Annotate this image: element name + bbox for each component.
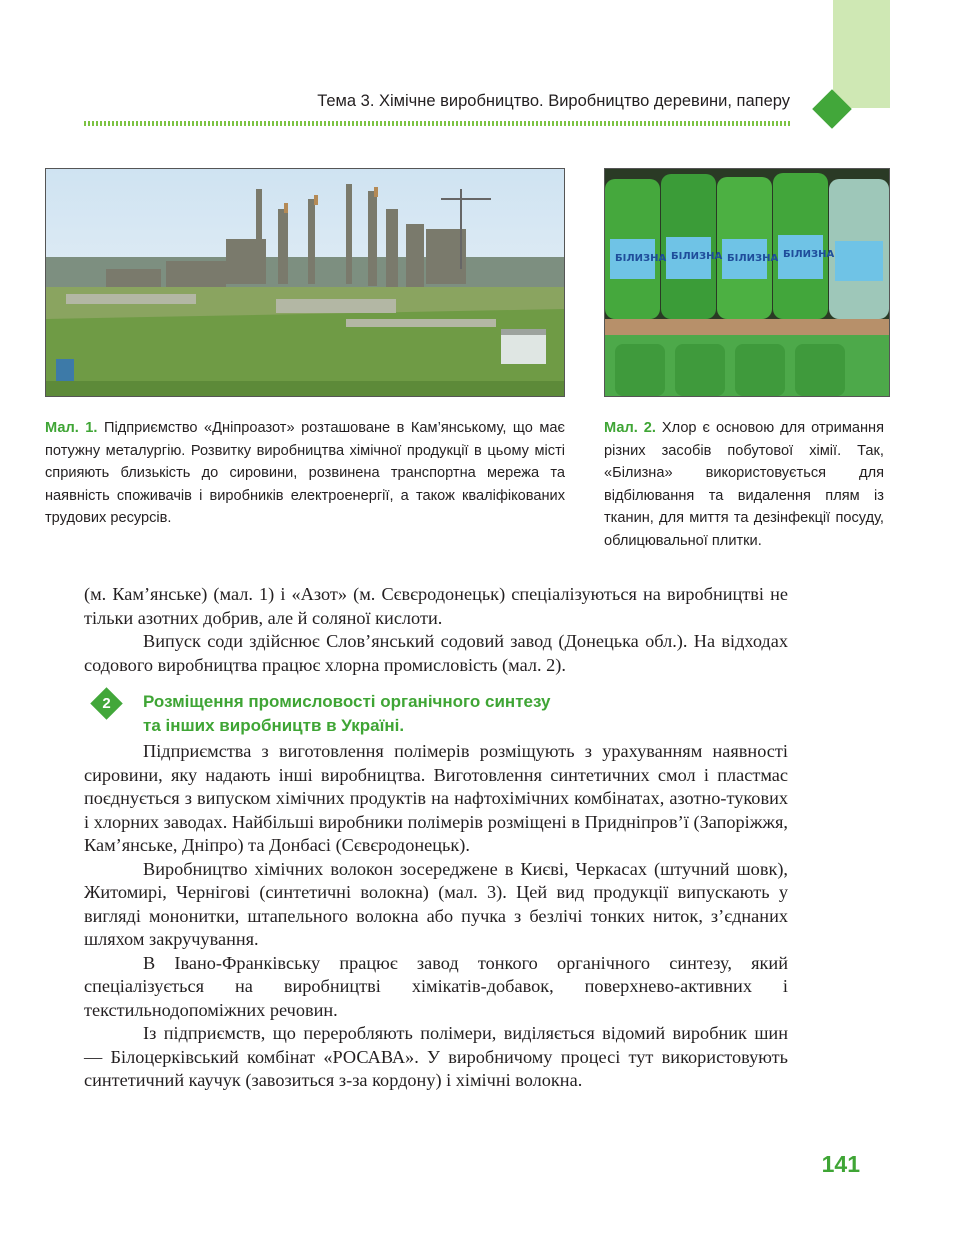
figure-2-caption-text: Хлор є основою для отримання різних засобів побутової хімії. Так, «Білизна» використовується для відбілювання та видалення плям із тканин, для миття та дезінфекції посуду, облицювальної плитки.: [604, 420, 884, 549]
section-title-line-1: Розміщення промисловості органічного синтезу: [143, 692, 551, 711]
bottle-label-3: БІЛИЗНА: [727, 253, 779, 264]
paragraph: Випуск соди здійснює Слов’янський содовий завод (Донецька обл.). На відходах содового виробництва працює хлорна промисловість (мал. 2).: [84, 631, 788, 675]
figure-2-photo: [604, 168, 890, 397]
paragraph: (м. Кам’янське) (мал. 1) і «Азот» (м. Сєвєродонецьк) спеціалізуються на виробництві не тільки азотних добрив, але й соляної кислоти.: [84, 584, 788, 628]
bottle-label-2: БІЛИЗНА: [671, 251, 723, 262]
paragraph: Виробництво хімічних волокон зосереджене в Києві, Черкасах (штучний шовк), Житомирі, Чернігові (синтетичні волокна) (мал. 3). Цей вид продукції випускають у вигляді мононитки, штапельного волокна або пучка з безлічі тонких ниток, з’єднаних шляхом закручування.: [84, 858, 788, 949]
page-number: 141: [821, 1151, 860, 1177]
intro-text: [84, 583, 788, 677]
page-corner-tab: [833, 0, 890, 108]
figure-2-label: Мал. 2.: [604, 420, 656, 436]
bottle-label-1: БІЛИЗНА: [615, 253, 667, 264]
figure-2-caption: [604, 417, 884, 552]
running-header: Тема 3. Хімічне виробництво. Виробництво деревини, паперу: [317, 92, 790, 110]
figure-1-caption: [45, 417, 565, 530]
paragraph: В Івано-Франківську працює завод тонкого органічного синтезу, який спеціалізується на виробництві хімікатів-добавок, поверхнево-активних і текстильнодопоміжних речовин.: [84, 952, 788, 1020]
main-text: [84, 740, 788, 1093]
figure-1-caption-text: Підприємство «Дніпроазот» розташоване в Кам’янському, що має потужну металургію. Розвитку виробництва хімічної продукції в цьому місті сприяють близькість до сировини, розвинена транспортна мережа та наявність споживачів і виробників електроенергії, а також кваліфікованих трудових ресурсів.: [45, 420, 565, 526]
section-title: [143, 690, 550, 738]
figure-1-label: Мал. 1.: [45, 420, 98, 436]
paragraph: Із підприємств, що переробляють полімери, виділяється відомий виробник шин — Білоцерківський комбінат «РОСАВА». У виробничому процесі тут використовують синтетичний каучук (завозиться з-за кордону) і хімічні волокна.: [84, 1023, 788, 1090]
figure-1-photo: [45, 168, 565, 397]
paragraph: Підприємства з виготовлення полімерів розміщують з урахуванням наявності сировини, яку надають інші виробництва. Виготовлення синтетичних смол і пластмас поєднується з випуском хімічних продуктів на нафтохімічних комбінатах, азотно-тукових і хлорних заводах. Найбільші виробники полімерів розміщені в Придніпров’ї (Запоріжжя, Кам’янське, Дніпро) та Донбасі (Сєвєродонецьк).: [84, 741, 788, 855]
section-title-line-2: та інших виробництв в Україні.: [143, 716, 405, 735]
section-number: 2: [102, 695, 111, 712]
header-divider: [84, 121, 790, 126]
bottle-label-4: БІЛИЗНА: [783, 249, 835, 260]
